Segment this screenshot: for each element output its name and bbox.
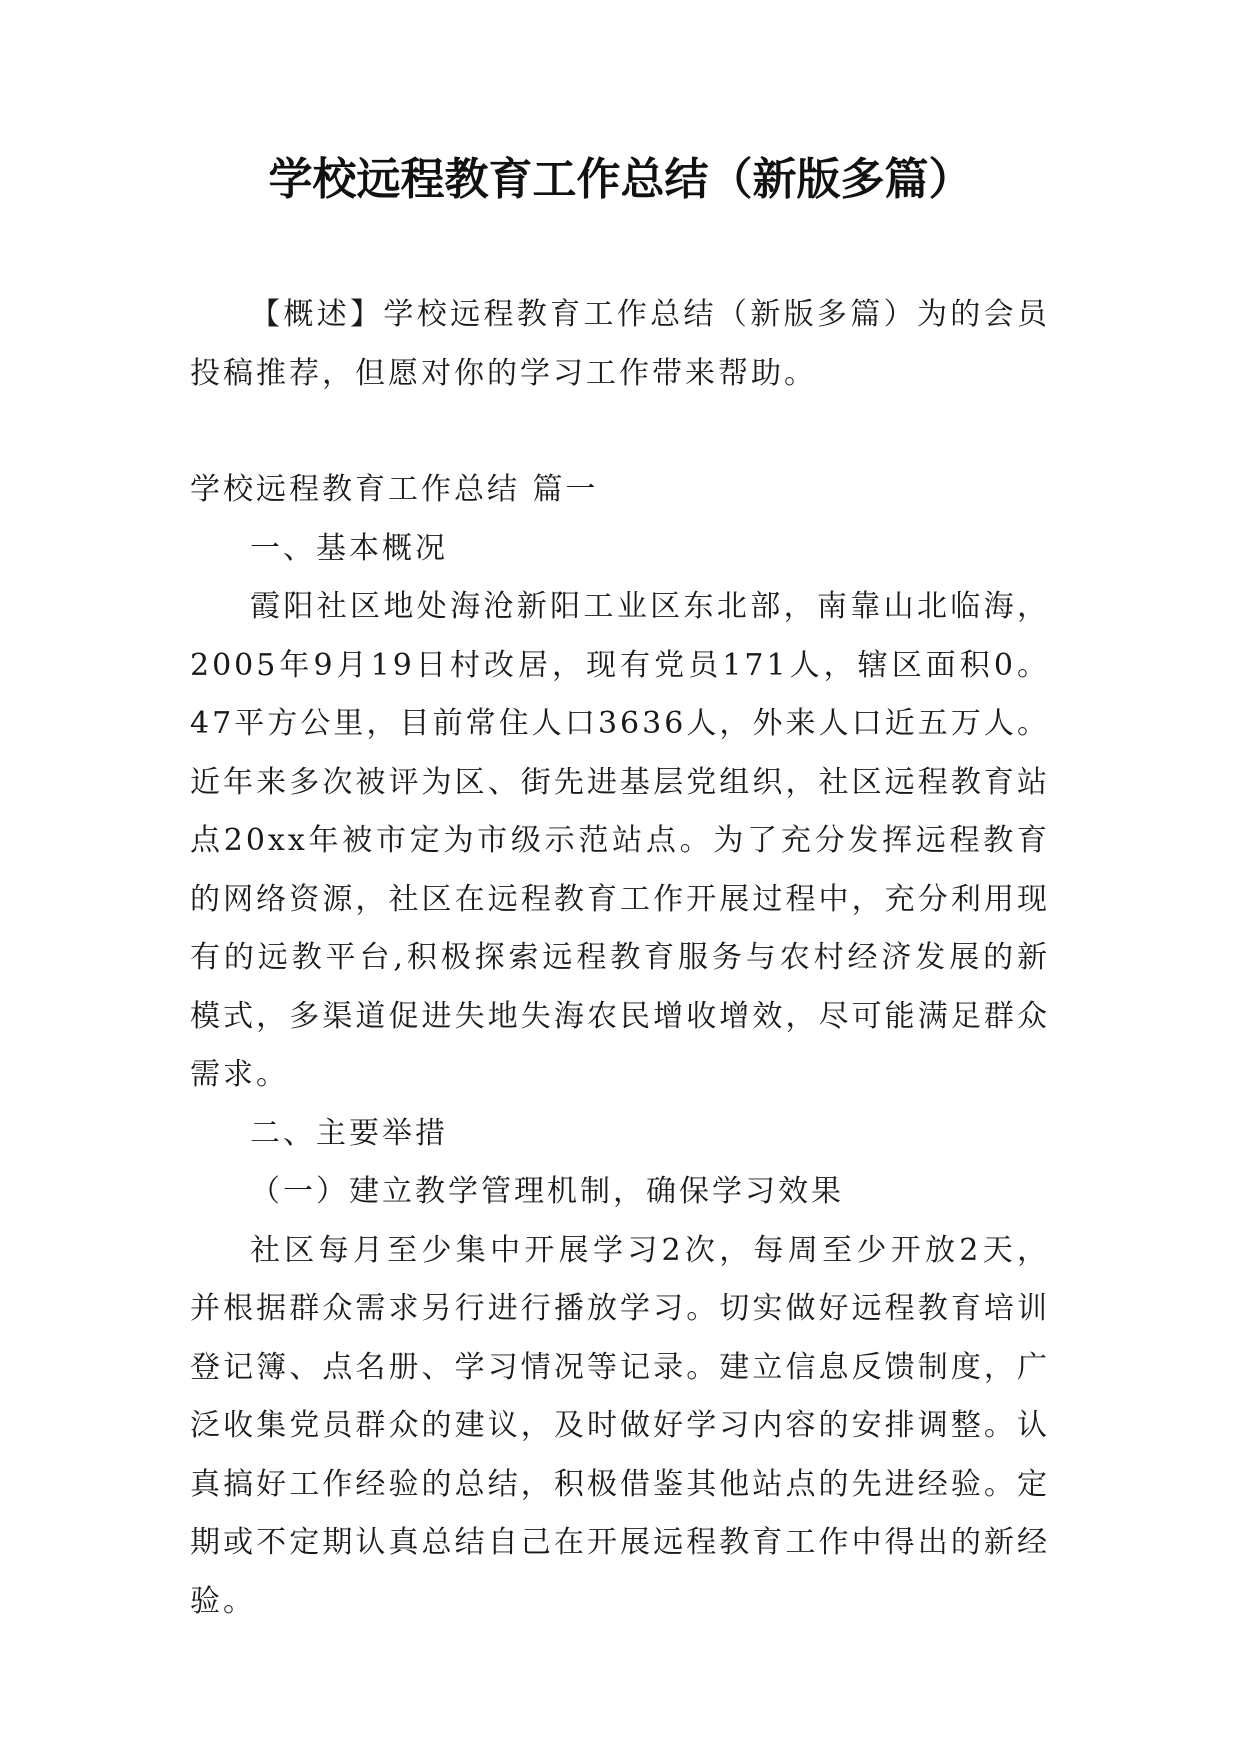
section-heading-main-measures: 二、主要举措 (250, 1115, 448, 1151)
basic-overview-paragraph: 霞阳社区地处海沧新阳工业区东北部，南靠山北临海，2005年9月19日村改居，现有党员171人，辖区面积0。47平方公里，目前常住人口3636人，外来人口近五万人。近年来多次被评为区、街先进基层党组织，社区远程教育站点20xx年被市定为市级示范站点。为了充分发挥远程教育的网络资源，社区在远程教育工作开展过程中，充分利用现有的远教平台,积极探索远程教育服务与农村经济发展的新模式，多渠道促进失地失海农民增收增效，尽可能满足群众需求。 (190, 589, 1050, 1092)
management-mechanism-paragraph: 社区每月至少集中开展学习2次，每周至少开放2天，并根据群众需求另行进行播放学习。切实做好远程教育培训登记簿、点名册、学习情况等记录。建立信息反馈制度，广泛收集党员群众的建议，及时做好学习内容的安排调整。认真搞好工作经验的总结，积极借鉴其他站点的先进经验。定期或不定期认真总结自己在开展远程教育工作中得出的新经验。 (190, 1232, 1050, 1619)
summary-paragraph: 【概述】学校远程教育工作总结（新版多篇）为的会员投稿推荐，但愿对你的学习工作带来帮助。 (190, 297, 1050, 391)
document-title: 学校远程教育工作总结（新版多篇） (268, 154, 973, 205)
subsection-heading-management-mechanism: （一）建立教学管理机制，确保学习效果 (250, 1174, 844, 1209)
part-heading: 学校远程教育工作总结 篇一 (190, 472, 599, 507)
document-body (190, 286, 1050, 1631)
section-heading-basic-overview: 一、基本概况 (250, 530, 448, 566)
